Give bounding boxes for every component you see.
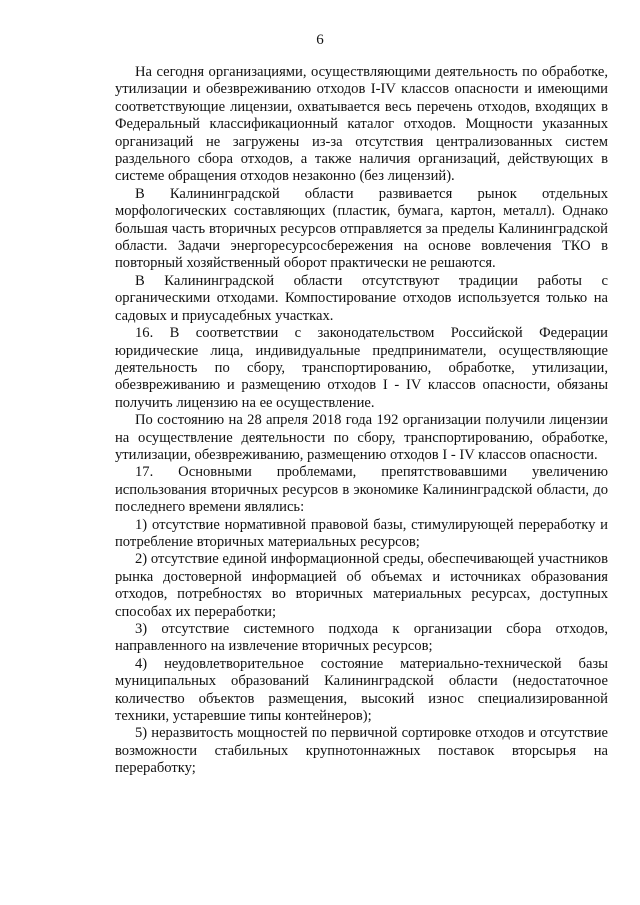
- paragraph-16-licensing: 16. В соответствии с законодательством Российской Федерации юридические лица, индивидуальные предприниматели, осуществляющие деятельность по сбору, транспортированию, обработке, утилизации, обезвреживанию и размещению отходов I - IV классов опасности, обязаны получить лицензию на ее осуществление.: [115, 325, 608, 411]
- paragraph-secondary-market: В Калининградской области развивается рынок отдельных морфологических составляющих (пластик, бумага, картон, металл). Однако большая часть вторичных ресурсов отправляется за пределы Калининградской области. Задачи энергоресурсосбережения на основе вовлечения ТКО в повторный хозяйственный оборот практически не решаются.: [115, 185, 608, 272]
- list-item-3: 3) отсутствие системного подхода к организации сбора отходов, направленного на извлечение вторичных ресурсов;: [115, 621, 608, 655]
- paragraph-organic-waste: В Калининградской области отсутствуют традиции работы с органическими отходами. Компостирование отходов используется только на садовых и приусадебных участках.: [115, 272, 608, 324]
- list-item-4: 4) неудовлетворительное состояние материально-технической базы муниципальных образований Калининградской области (недостаточное количество объектов размещения, высокий износ специализированной техники, устаревшие типы контейнеров);: [115, 655, 608, 725]
- list-item-5: 5) неразвитость мощностей по первичной сортировке отходов и отсутствие возможности стабильных крупнотоннажных поставок вторсырья на переработку;: [115, 725, 608, 777]
- list-item-1: 1) отсутствие нормативной правовой базы, стимулирующей переработку и потребление вторичных материальных ресурсов;: [115, 516, 608, 550]
- page-number: 6: [316, 32, 324, 48]
- paragraph-license-count: По состоянию на 28 апреля 2018 года 192 организации получили лицензии на осуществление деятельности по сбору, транспортированию, обработке, утилизации, обезвреживанию, размещению отходов I - IV классов опасности.: [115, 412, 608, 463]
- paragraph-17-problems: 17. Основными проблемами, препятствовавшими увеличению использования вторичных ресурсов в экономике Калининградской области, до последнего времени являлись:: [115, 464, 608, 516]
- list-item-2: 2) отсутствие единой информационной среды, обеспечивающей участников рынка достоверной информацией об объемах и источниках образования отходов, потребностях во вторичных материальных ресурсах, доступных способах их переработки;: [115, 551, 608, 620]
- document-body: [115, 64, 608, 778]
- paragraph-licensed-organizations: На сегодня организациями, осуществляющими деятельность по обработке, утилизации и обезвреживанию отходов I-IV классов опасности и имеющими соответствующие лицензии, охватывается весь перечень отходов, входящих в Федеральный классификационный каталог отходов. Мощности указанных организаций не загружены из-за отсутствия централизованных систем раздельного сбора отходов, а также наличия организаций, действующих в системе обращения отходов незаконно (без лицензий).: [115, 64, 608, 185]
